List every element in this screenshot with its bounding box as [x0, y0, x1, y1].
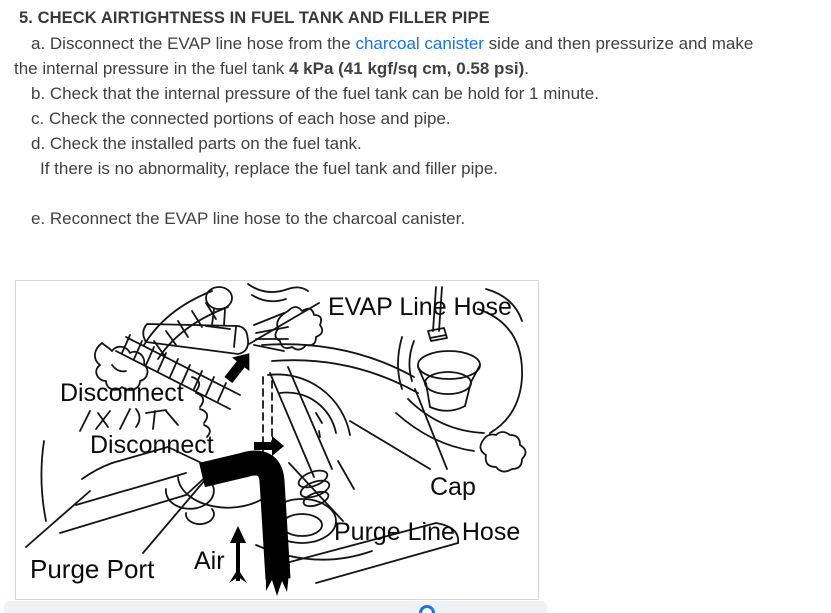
label-purge-line-hose: Purge Line Hose [334, 518, 521, 546]
step-b-text: b. Check that the internal pressure of the fuel tank can be hold for 1 minute. [31, 84, 599, 103]
page-footer-strip [4, 601, 547, 613]
step-d-text: d. Check the installed parts on the fuel tank. [31, 134, 362, 153]
step-a-text [0, 31, 828, 81]
label-purge-port: Purge Port [30, 554, 155, 584]
evap-diagram-svg [16, 281, 538, 599]
label-air: Air [194, 547, 225, 575]
instructions-section [0, 6, 828, 231]
label-evap-line-hose: EVAP Line Hose [328, 293, 512, 321]
label-cap: Cap [430, 473, 476, 501]
cap-leader-line [415, 389, 447, 469]
evap-diagram-figure [15, 280, 539, 600]
step-a-line2: the internal pressure in the fuel tank [14, 59, 289, 78]
pressure-value: 4 kPa (41 kgf/sq cm, 0.58 psi) [289, 59, 525, 78]
step-a-period: . [524, 59, 530, 78]
hose-forked-end [266, 564, 290, 596]
charcoal-canister-link[interactable]: charcoal canister [355, 34, 484, 53]
step-c-text: c. Check the connected portions of each hose and pipe. [31, 109, 451, 128]
label-disconnect-1: Disconnect [60, 379, 184, 407]
label-disconnect-2: Disconnect [90, 431, 214, 459]
step-e-text: e. Reconnect the EVAP line hose to the charcoal canister. [31, 209, 466, 228]
step-a-prefix: a. Disconnect the EVAP line hose from the [31, 34, 356, 53]
step-d-note: If there is no abnormality, replace the fuel tank and filler pipe. [40, 159, 498, 178]
section-heading: 5. CHECK AIRTIGHTNESS IN FUEL TANK AND FILLER PIPE [19, 9, 490, 27]
step-a-suffix: side and then pressurize and make [483, 34, 754, 53]
